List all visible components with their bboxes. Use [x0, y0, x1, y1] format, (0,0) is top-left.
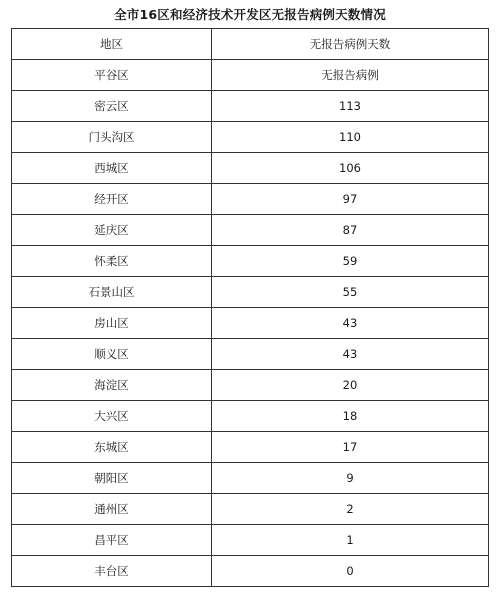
table-row [12, 339, 489, 370]
district-cell: 经开区 [12, 184, 212, 215]
days-cell: 0 [212, 556, 489, 587]
district-cell: 朝阳区 [12, 463, 212, 494]
district-cell: 通州区 [12, 494, 212, 525]
table-header-row [12, 29, 489, 60]
days-cell: 110 [212, 122, 489, 153]
days-cell: 43 [212, 339, 489, 370]
table-row [12, 91, 489, 122]
table-row [12, 556, 489, 587]
days-cell: 97 [212, 184, 489, 215]
column-header-district: 地区 [12, 29, 212, 60]
no-case-days-table [11, 28, 489, 587]
table-row [12, 525, 489, 556]
days-cell: 9 [212, 463, 489, 494]
district-cell: 丰台区 [12, 556, 212, 587]
days-cell: 43 [212, 308, 489, 339]
table-row [12, 246, 489, 277]
table-row [12, 277, 489, 308]
days-cell: 106 [212, 153, 489, 184]
table-row [12, 153, 489, 184]
days-cell: 无报告病例 [212, 60, 489, 91]
table-row [12, 494, 489, 525]
table-row [12, 60, 489, 91]
table-row [12, 122, 489, 153]
district-cell: 大兴区 [12, 401, 212, 432]
table-row [12, 401, 489, 432]
district-cell: 西城区 [12, 153, 212, 184]
table-row [12, 432, 489, 463]
table-row [12, 215, 489, 246]
district-cell: 房山区 [12, 308, 212, 339]
district-cell: 石景山区 [12, 277, 212, 308]
district-cell: 密云区 [12, 91, 212, 122]
table-row [12, 184, 489, 215]
days-cell: 18 [212, 401, 489, 432]
days-cell: 113 [212, 91, 489, 122]
district-cell: 门头沟区 [12, 122, 212, 153]
days-cell: 55 [212, 277, 489, 308]
district-cell: 延庆区 [12, 215, 212, 246]
days-cell: 59 [212, 246, 489, 277]
days-cell: 17 [212, 432, 489, 463]
table-row [12, 370, 489, 401]
days-cell: 1 [212, 525, 489, 556]
district-cell: 怀柔区 [12, 246, 212, 277]
district-cell: 平谷区 [12, 60, 212, 91]
column-header-days: 无报告病例天数 [212, 29, 489, 60]
days-cell: 87 [212, 215, 489, 246]
district-cell: 顺义区 [12, 339, 212, 370]
page-title: 全市16区和经济技术开发区无报告病例天数情况 [114, 7, 386, 22]
district-cell: 东城区 [12, 432, 212, 463]
table-row [12, 308, 489, 339]
days-cell: 2 [212, 494, 489, 525]
days-cell: 20 [212, 370, 489, 401]
district-cell: 海淀区 [12, 370, 212, 401]
table-row [12, 463, 489, 494]
district-cell: 昌平区 [12, 525, 212, 556]
